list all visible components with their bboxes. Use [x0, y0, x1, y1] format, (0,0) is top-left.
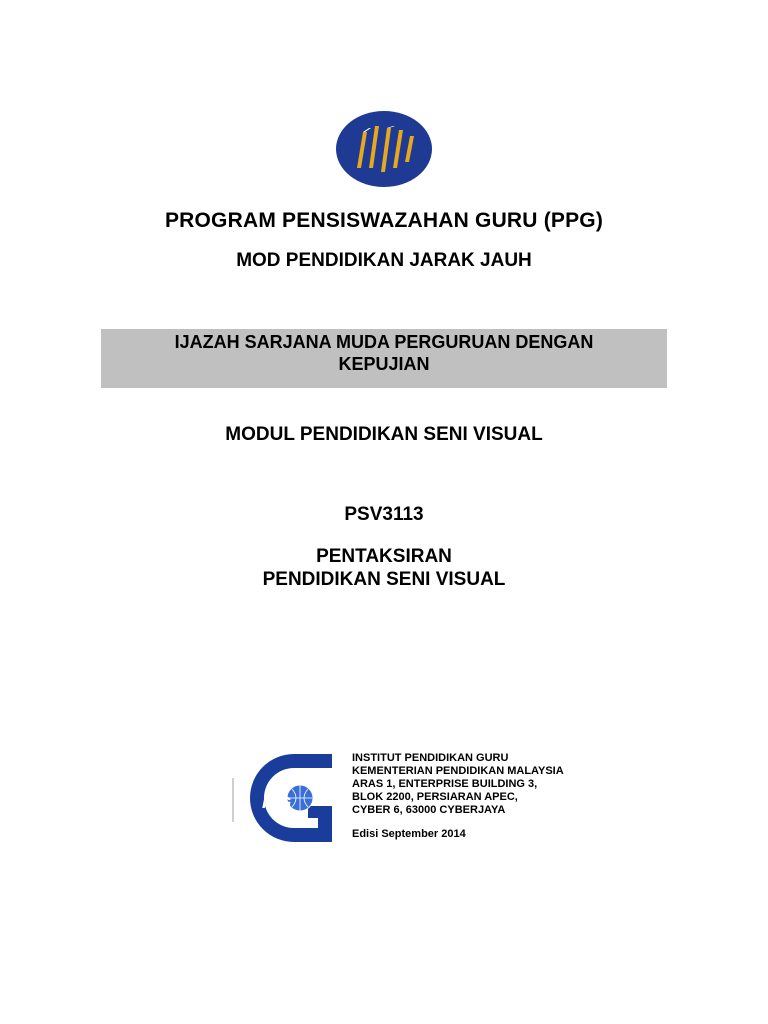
- ministry-emblem-icon: [335, 110, 433, 188]
- mode-title: MOD PENDIDIKAN JARAK JAUH: [236, 250, 532, 271]
- address-line: BLOK 2200, PERSIARAN APEC,: [352, 791, 518, 803]
- course-name-line-1: PENTAKSIRAN: [316, 546, 452, 567]
- course-name-line-2: PENDIDIKAN SENI VISUAL: [262, 569, 506, 590]
- address-line: CYBER 6, 63000 CYBERJAYA: [352, 804, 506, 816]
- institution-address: [352, 752, 612, 817]
- edition-text: Edisi September 2014: [352, 828, 466, 840]
- degree-line-1: IJAZAH SARJANA MUDA PERGURUAN DENGAN: [174, 332, 594, 352]
- ipg-globe-logo-icon: [248, 752, 334, 844]
- address-line: ARAS 1, ENTERPRISE BUILDING 3,: [352, 778, 538, 790]
- ipg-logo-text: IPG: [262, 793, 292, 812]
- module-title: MODUL PENDIDIKAN SENI VISUAL: [225, 424, 543, 445]
- address-line: INSTITUT PENDIDIKAN GURU: [352, 752, 509, 764]
- address-line: KEMENTERIAN PENDIDIKAN MALAYSIA: [352, 765, 564, 777]
- degree-line-2: KEPUJIAN: [338, 354, 430, 374]
- divider-bar: [232, 778, 234, 822]
- program-title: PROGRAM PENSISWAZAHAN GURU (PPG): [164, 209, 604, 232]
- course-code: PSV3113: [344, 504, 424, 525]
- degree-banner: [101, 329, 667, 388]
